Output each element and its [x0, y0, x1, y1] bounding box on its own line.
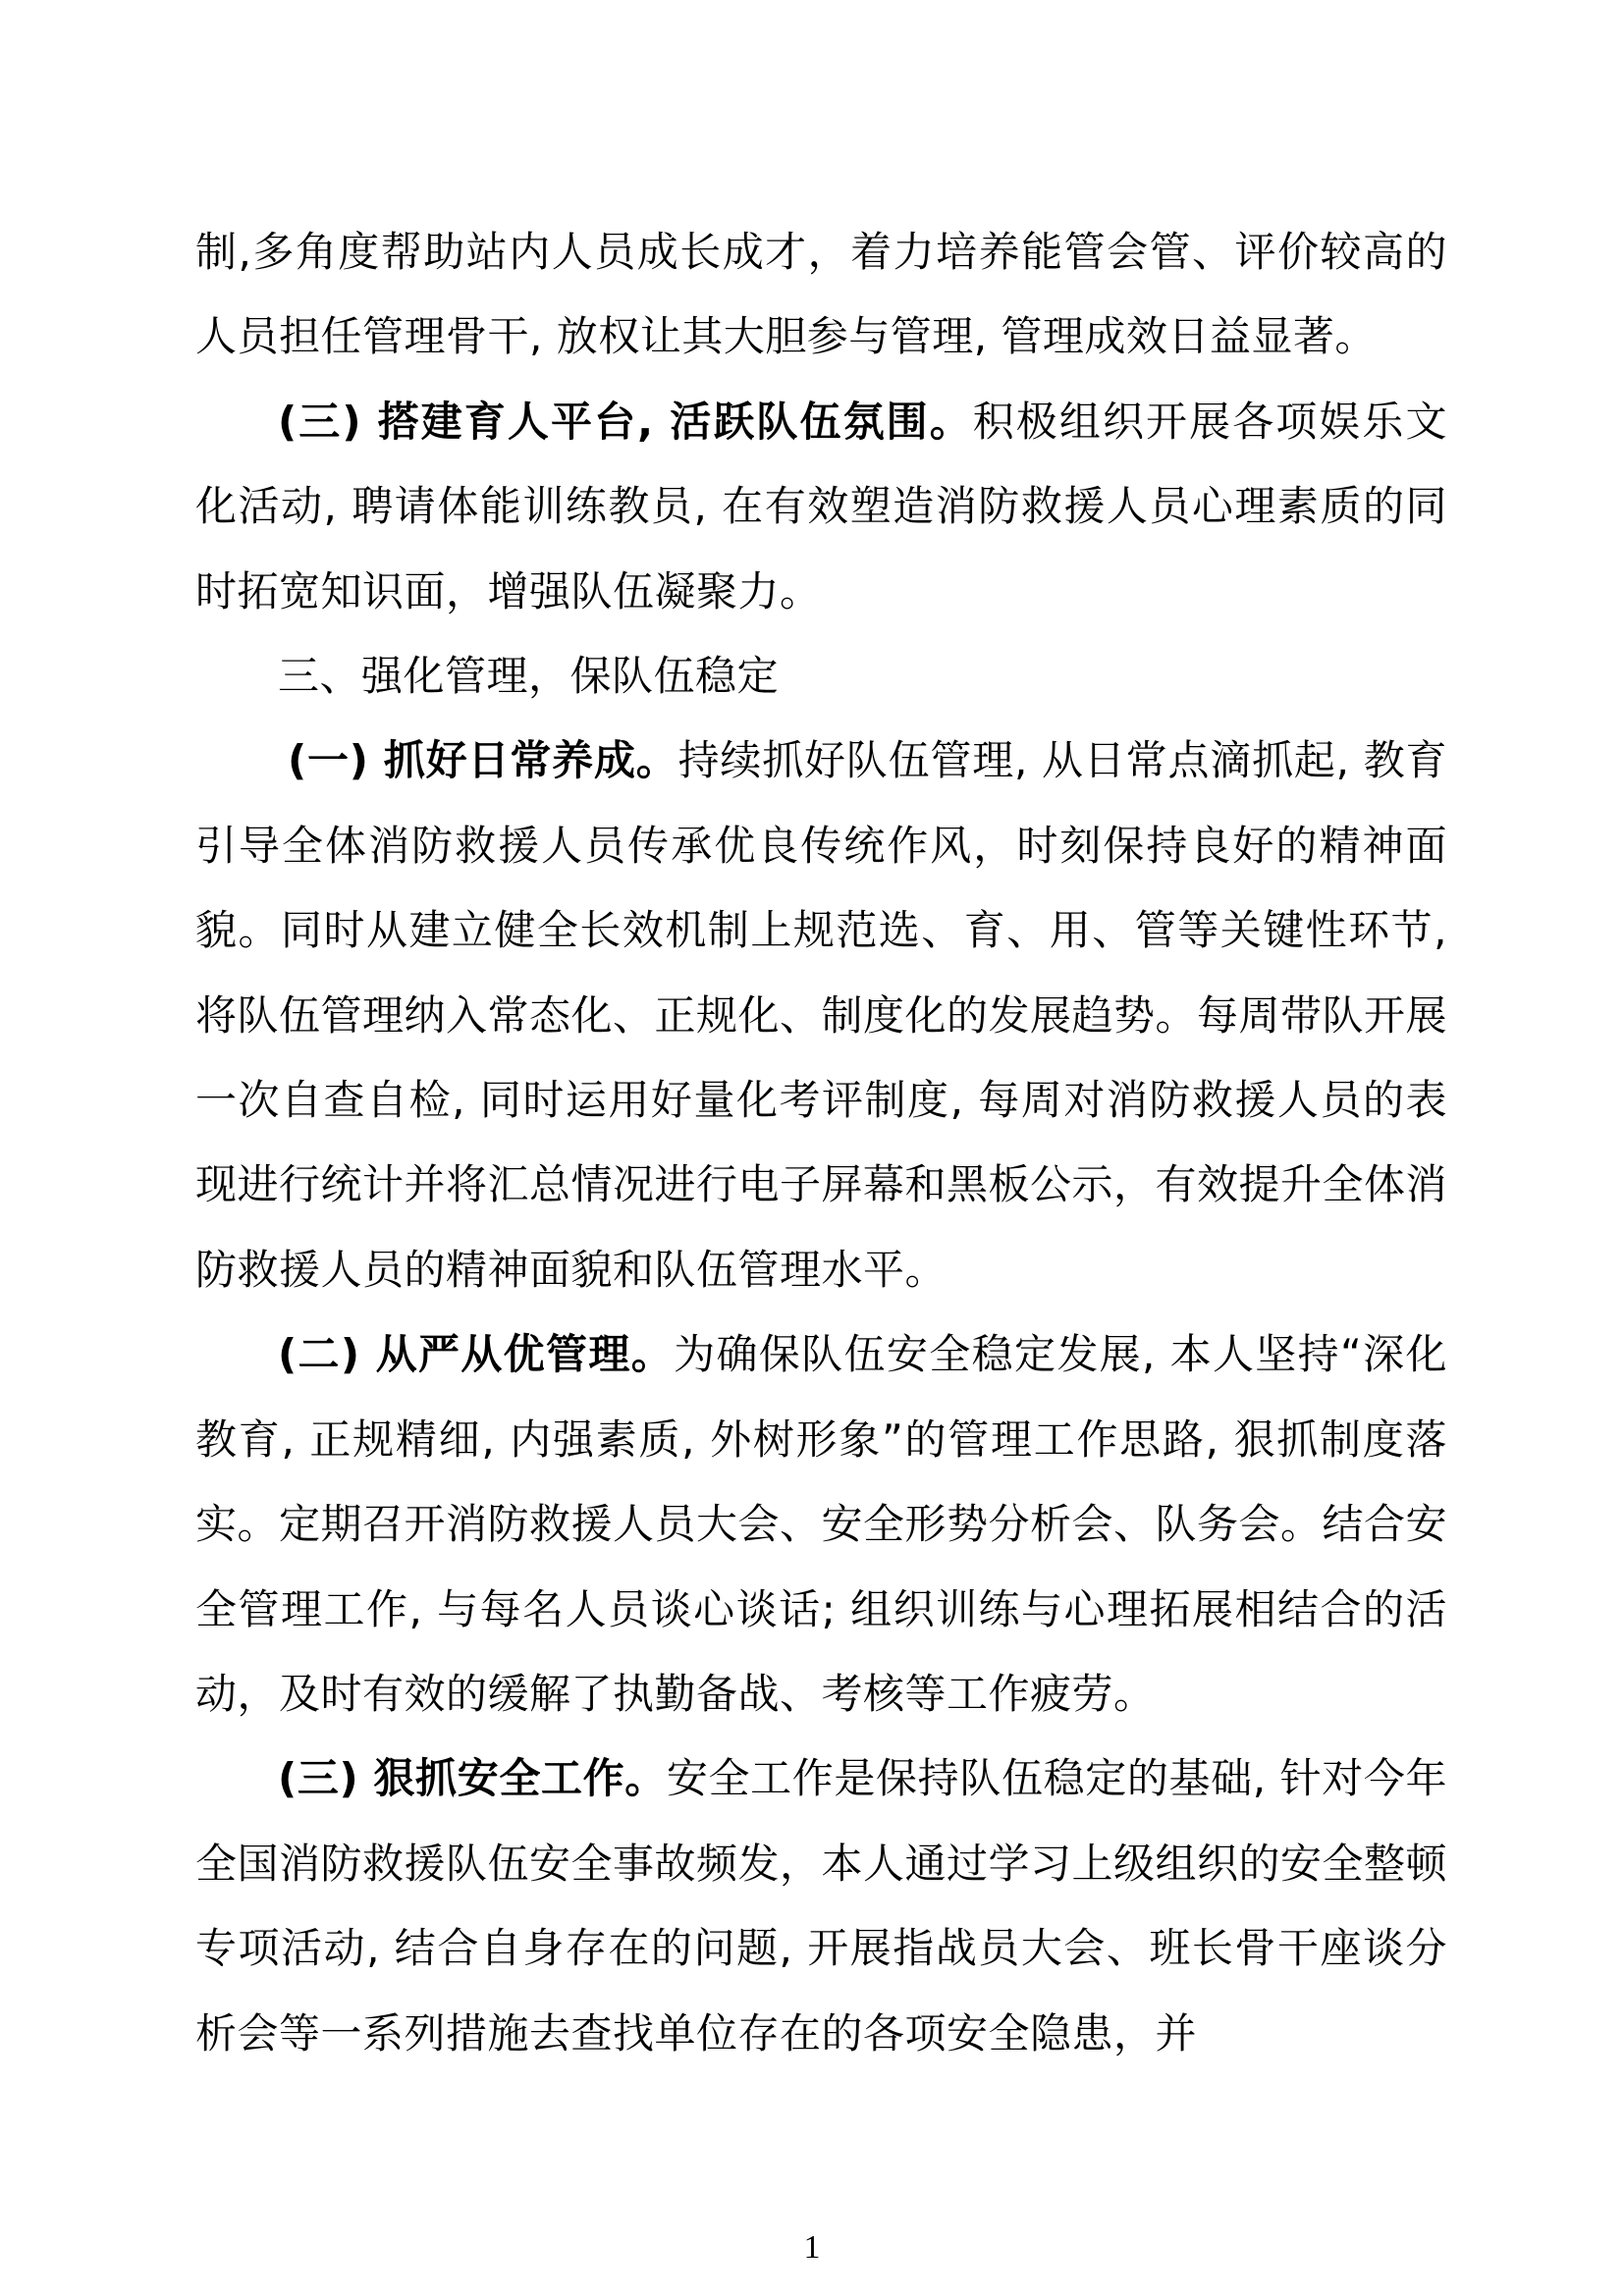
paragraph-continuation	[195, 210, 1447, 380]
section-heading	[195, 634, 1447, 719]
paragraph-item-1	[195, 719, 1447, 1312]
paragraph-text: 安全工作是保持队伍稳定的基础, 针对今年全国消防救援队伍安全事故频发，本人通过学习上级组织的安全整顿专项活动, 结合自身存在的问题, 开展指战员大会、班长骨干座谈分析会等一系列措施去查找单位存在的各项安全隐患，并	[195, 1754, 1448, 2057]
paragraph-heading: (二) 从严从优管理。	[278, 1330, 675, 1379]
page-number: 1	[803, 2229, 821, 2266]
paragraph-heading: (三) 狠抓安全工作。	[278, 1754, 667, 1803]
paragraph-section-3-3	[195, 380, 1447, 634]
paragraph-heading: (三) 搭建育人平台, 活跃队伍氛围。	[278, 397, 973, 446]
body-text	[195, 210, 1447, 2076]
section-heading-text: 三、强化管理，保队伍稳定	[278, 652, 780, 701]
paragraph-text: 制,多角度帮助站内人员成长成才，着力培养能管会管、评价较高的人员担任管理骨干, 放权让其大胆参与管理, 管理成效日益显著。	[195, 228, 1447, 361]
paragraph-item-2	[195, 1312, 1447, 1736]
paragraph-item-3	[195, 1736, 1447, 2076]
paragraph-text: 为确保队伍安全稳定发展, 本人坚持“深化教育, 正规精细, 内强素质, 外树形象”的管理工作思路, 狠抓制度落实。定期召开消防救援人员大会、安全形势分析会、队务会。结合安全管理工作, 与每名人员谈心谈话; 组织训练与心理拓展相结合的活动，及时有效的缓解了执勤备战、考核等工作疲劳。	[195, 1330, 1448, 1718]
paragraph-text: 积极组织开展各项娱乐文化活动, 聘请体能训练教员, 在有效塑造消防救援人员心理素质的同时拓宽知识面，增强队伍凝聚力。	[195, 397, 1447, 615]
paragraph-heading: (一) 抓好日常养成。	[288, 736, 678, 785]
paragraph-text: 持续抓好队伍管理, 从日常点滴抓起, 教育引导全体消防救援人员传承优良传统作风，时刻保持良好的精神面貌。同时从建立健全长效机制上规范选、育、用、管等关键性环节, 将队伍管理纳入常态化、正规化、制度化的发展趋势。每周带队开展一次自查自检, 同时运用好量化考评制度, 每周对消防救援人员的表现进行统计并将汇总情况进行电子屏幕和黑板公示，有效提升全体消防救援人员的精神面貌和队伍管理水平。	[195, 736, 1448, 1294]
